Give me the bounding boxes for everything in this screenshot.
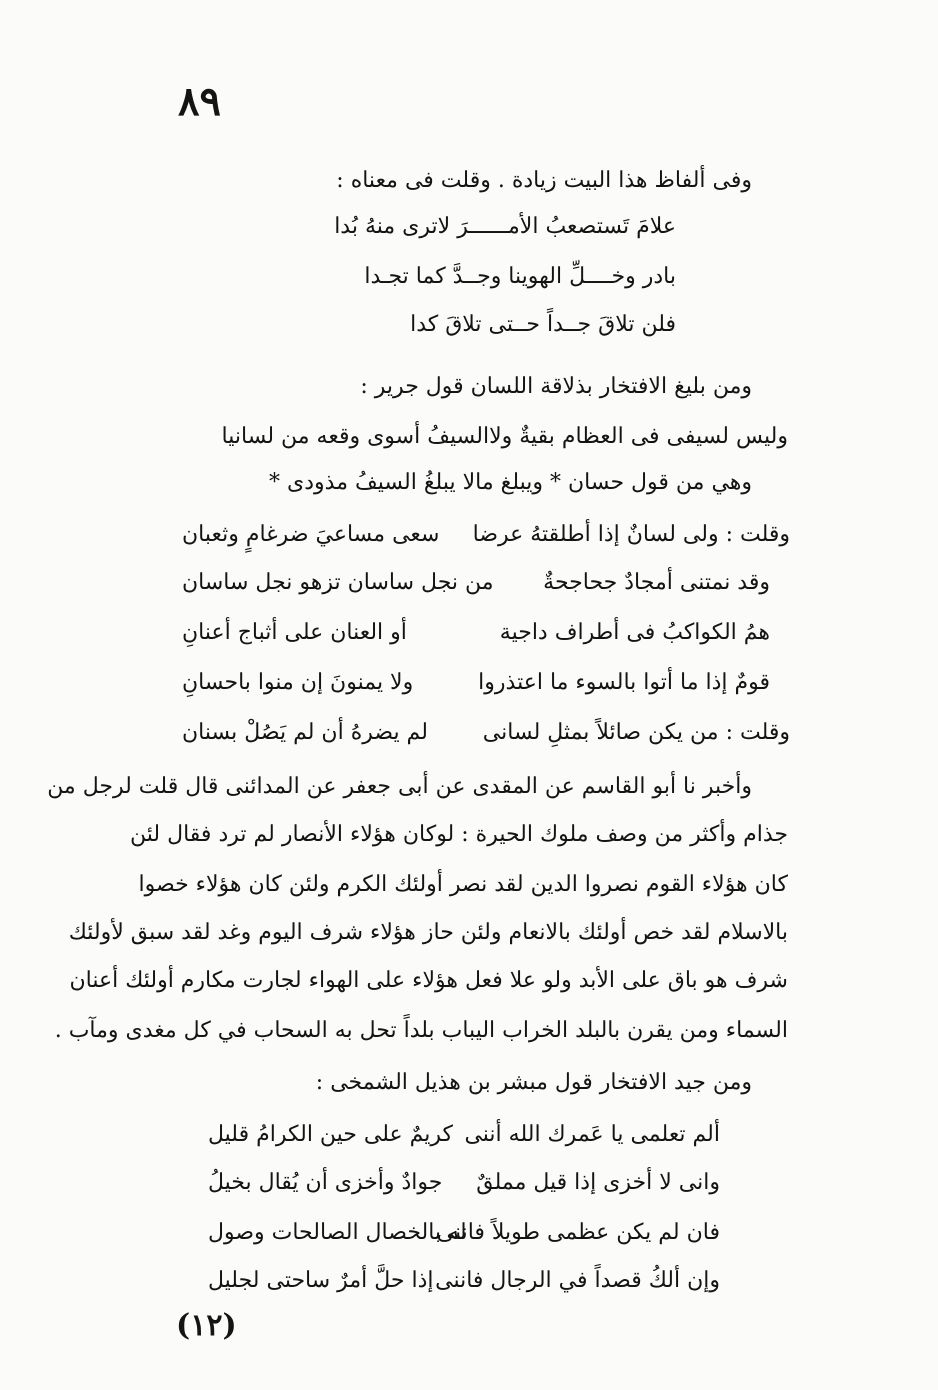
- signature-mark: (١٢): [176, 1308, 237, 1343]
- hemistich-left: له بالخصال الصالحات وصول: [208, 1220, 467, 1245]
- text-line: ومن جيد الافتخار قول مبشر بن هذيل الشمخى :: [315, 1070, 752, 1095]
- hemistich-right: وإن ألكُ قصداً في الرجال فاننى: [435, 1268, 720, 1293]
- hemistich-left: ولا يمنونَ إن منوا باحسانِ: [182, 670, 414, 695]
- hemistich-right: قومٌ إذا ما أتوا بالسوء ما اعتذروا: [478, 670, 770, 695]
- hemistich-right: وقد نمتنى أمجادٌ جحاجحةٌ: [543, 570, 770, 595]
- hemistich-right: ألم تعلمى يا عَمرك الله أننى: [464, 1122, 720, 1147]
- hemistich-right: وقلت : ولى لسانٌ إذا أطلقتهُ عرضا: [472, 522, 790, 547]
- verse-line: وليس لسيفى فى العظام بقيةٌ ولاالسيفُ أسوى وقعه من لسانيا: [221, 424, 788, 449]
- text-line: وفى ألفاظ هذا البيت زيادة . وقلت فى معناه :: [336, 168, 752, 193]
- page-number: ٨٩: [178, 78, 221, 125]
- hemistich-right: فان لم يكن عظمى طويلاً فاننى: [436, 1220, 720, 1245]
- prose-line: كان هؤلاء القوم نصروا الدين لقد نصر أولئك الكرم ولئن كان هؤلاء خصوا: [138, 872, 788, 897]
- prose-line: جذام وأكثر من وصف ملوك الحيرة : لوكان هؤلاء الأنصار لم ترد فقال لئن: [130, 822, 788, 847]
- hemistich-left: أو العنان على أثباج أعنانِ: [182, 620, 407, 645]
- prose-line: وأخبر نا أبو القاسم عن المقدى عن أبى جعفر عن المدائنى قال قلت لرجل من: [47, 774, 752, 799]
- hemistich-left: جوادٌ وأخزى أن يُقال بخيلُ: [208, 1170, 443, 1195]
- hemistich-left: من نجل ساسان تزهو نجل ساسان: [182, 570, 494, 595]
- verse-line: علامَ تَستصعبُ الأمــــــرَ لاترى منهُ بُدا: [334, 214, 676, 239]
- hemistich-right: وقلت : من يكن صائلاً بمثلِ لسانى: [482, 720, 790, 745]
- hemistich-right: همُ الكواكبُ فى أطراف داجية: [499, 620, 770, 645]
- verse-line: بادر وخــــلِّ الهوينا وجــدَّ كما تجـدا: [364, 264, 676, 289]
- hemistich-left: سعى مساعيَ ضرغامٍ وثعبان: [182, 522, 440, 547]
- prose-line: بالاسلام لقد خص أولئك بالانعام ولئن حاز هؤلاء شرف اليوم وغد لقد سبق لأولئك: [68, 920, 788, 945]
- text-line: ومن بليغ الافتخار بذلاقة اللسان قول جرير :: [360, 374, 752, 399]
- verse-line: فلن تلاقَ جــداً حــتى تلاقَ كدا: [410, 312, 676, 337]
- hemistich-right: وانى لا أخزى إذا قيل مملقٌ: [476, 1170, 720, 1195]
- prose-line: شرف هو باق على الأبد ولو علا فعل هؤلاء على الهواء لجارت مكارم أولئك أعنان: [69, 968, 788, 993]
- hemistich-left: لم يضرهُ أن لم يَصُلْ بسنان: [182, 720, 428, 745]
- hemistich-left: كريمٌ على حين الكرامُ قليل: [208, 1122, 454, 1147]
- hemistich-left: إذا حلَّ أمرٌ ساحتى لجليل: [208, 1268, 434, 1293]
- prose-line: السماء ومن يقرن بالبلد الخراب اليباب بلداً تحل به السحاب في كل مغدى ومآب .: [54, 1018, 788, 1043]
- text-line: وهي من قول حسان * ويبلغ مالا يبلغُ السيفُ مذودى *: [269, 470, 752, 495]
